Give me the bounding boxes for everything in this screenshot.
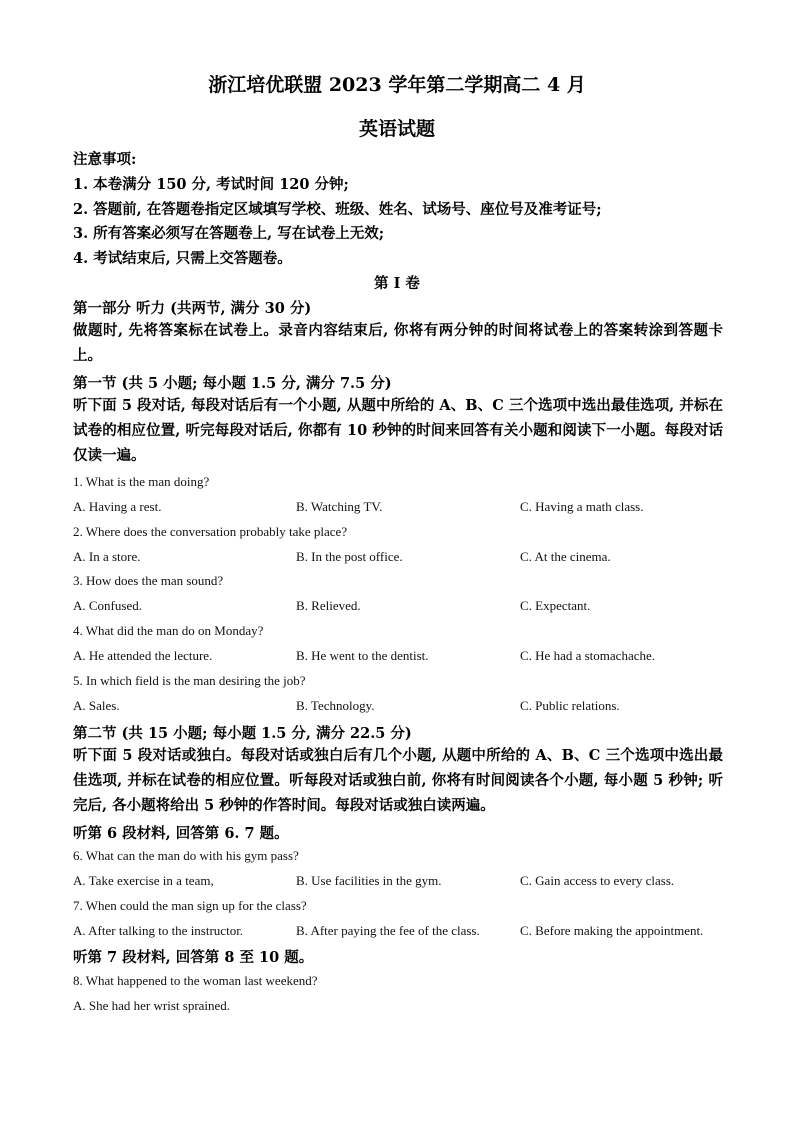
section1-heading: 第一节 (共 5 小题; 每小题 1.5 分, 满分 7.5 分) <box>73 375 392 392</box>
part1-instructions: 做题时, 先将答案标在试卷上。录音内容结束后, 你将有两分钟的时间将试卷上的答案转涂到答题卡上。 <box>73 322 723 364</box>
part1-heading: 第一部分 听力 (共两节, 满分 30 分) <box>73 300 312 317</box>
q8-option-a: A. She had her wrist sprained. <box>73 998 231 1013</box>
q6-option-a: A. Take exercise in a team, <box>73 873 214 888</box>
material-7-label: 听第 7 段材料, 回答第 8 至 10 题。 <box>73 949 314 966</box>
question-3: 3. How does the man sound? <box>73 573 224 588</box>
exam-title: 浙江培优联盟 2023 学年第二学期高二 4 月 <box>208 74 586 96</box>
q1-option-c: C. Having a math class. <box>520 499 644 514</box>
q1-option-b: B. Watching TV. <box>296 499 383 514</box>
q4-option-c: C. He had a stomachache. <box>520 648 656 663</box>
question-8: 8. What happened to the woman last weekend? <box>73 973 318 988</box>
q5-option-b: B. Technology. <box>296 698 375 713</box>
exam-subject: 英语试题 <box>358 118 435 140</box>
q3-option-c: C. Expectant. <box>520 598 591 613</box>
q6-option-b: B. Use facilities in the gym. <box>296 873 442 888</box>
q3-option-a: A. Confused. <box>73 598 142 613</box>
section2-instructions: 听下面 5 段对话或独白。每段对话或独白后有几个小题, 从题中所给的 A、B、C 三个选项中选出最佳选项, 并标在试卷的相应位置。听每段对话或独白前, 你将有时间阅读各个小题, 每小题 5 秒钟; 听完后, 各小题将给出 5 秒钟的作答时间。每段对话或独白读两遍。 <box>73 747 723 814</box>
note-item-4: 4. 考试结束后, 只需上交答题卷。 <box>73 250 292 267</box>
notes-heading: 注意事项: <box>73 151 137 168</box>
volume-label: 第 I 卷 <box>374 275 420 292</box>
q5-option-a: A. Sales. <box>73 698 120 713</box>
question-2: 2. Where does the conversation probably take place? <box>73 524 348 539</box>
question-5: 5. In which field is the man desiring the job? <box>73 673 306 688</box>
q2-option-b: B. In the post office. <box>296 549 403 564</box>
q1-option-a: A. Having a rest. <box>73 499 162 514</box>
q7-option-a: A. After talking to the instructor. <box>73 923 244 938</box>
q7-option-b: B. After paying the fee of the class. <box>296 923 480 938</box>
note-item-3: 3. 所有答案必须写在答题卷上, 写在试卷上无效; <box>73 225 385 242</box>
question-4: 4. What did the man do on Monday? <box>73 623 264 638</box>
note-item-1: 1. 本卷满分 150 分, 考试时间 120 分钟; <box>73 176 349 193</box>
q2-option-a: A. In a store. <box>73 549 141 564</box>
question-1: 1. What is the man doing? <box>73 474 210 489</box>
question-6: 6. What can the man do with his gym pass? <box>73 848 299 863</box>
q3-option-b: B. Relieved. <box>296 598 361 613</box>
question-7: 7. When could the man sign up for the class? <box>73 898 307 913</box>
section1-instructions: 听下面 5 段对话, 每段对话后有一个小题, 从题中所给的 A、B、C 三个选项中选出最佳选项, 并标在试卷的相应位置, 听完每段对话后, 你都有 10 秒钟的时间来回答有关小题和阅读下一小题。每段对话仅读一遍。 <box>73 397 723 464</box>
q6-option-c: C. Gain access to every class. <box>520 873 675 888</box>
q4-option-a: A. He attended the lecture. <box>73 648 213 663</box>
q2-option-c: C. At the cinema. <box>520 549 611 564</box>
q5-option-c: C. Public relations. <box>520 698 620 713</box>
note-item-2: 2. 答题前, 在答题卷指定区域填写学校、班级、姓名、试场号、座位号及准考证号; <box>73 201 602 218</box>
section2-heading: 第二节 (共 15 小题; 每小题 1.5 分, 满分 22.5 分) <box>73 725 412 742</box>
q7-option-c: C. Before making the appointment. <box>520 923 704 938</box>
q4-option-b: B. He went to the dentist. <box>296 648 429 663</box>
material-6-label: 听第 6 段材料, 回答第 6. 7 题。 <box>73 825 289 842</box>
